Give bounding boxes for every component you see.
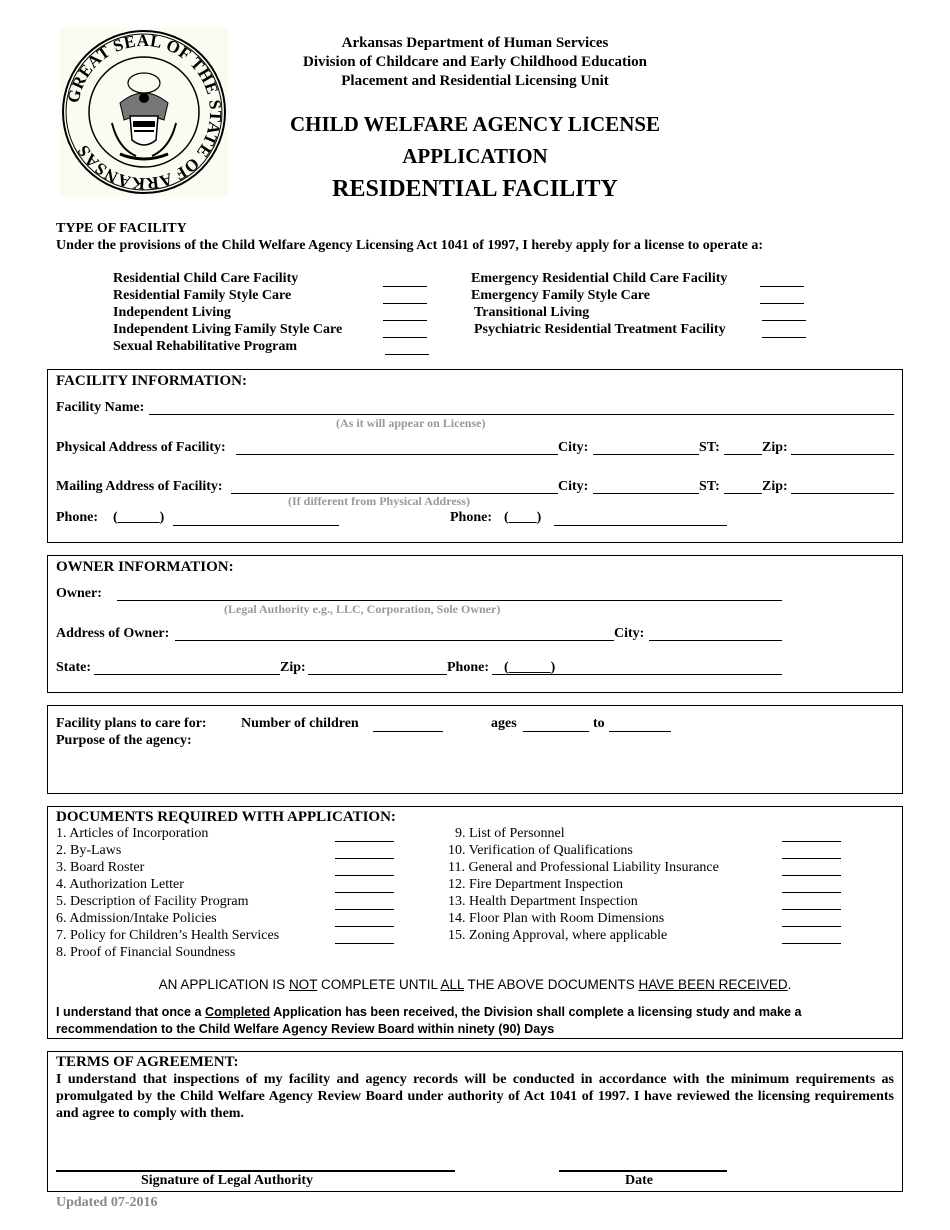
doc-6-blank[interactable]: [335, 926, 394, 927]
ages-from-field[interactable]: [523, 731, 589, 732]
type-left-2: Independent Living: [113, 305, 231, 320]
facility-information-section: [47, 369, 903, 543]
owner-label: Owner:: [56, 586, 102, 601]
facility-phone2-label: Phone:: [450, 510, 492, 525]
updated-date: Updated 07-2016: [56, 1195, 158, 1210]
type-right-1: Emergency Family Style Care: [471, 288, 650, 303]
type-right-2-blank[interactable]: [762, 320, 806, 321]
unit-name: Placement and Residential Licensing Unit: [341, 73, 609, 89]
svg-text:GREAT SEAL OF THE STATE OF ARK: GREAT SEAL OF THE STATE OF ARKANSAS: [63, 30, 226, 194]
mailing-zip-field[interactable]: [791, 493, 894, 494]
owner-field[interactable]: [117, 600, 782, 601]
purpose-label: Purpose of the agency:: [56, 733, 192, 748]
notice-part-a: AN APPLICATION IS: [158, 977, 289, 992]
type-right-3: Psychiatric Residential Treatment Facility: [474, 322, 726, 337]
ages-to-label: to: [593, 716, 605, 731]
doc-12-blank[interactable]: [782, 892, 841, 893]
owner-phone-label: Phone:: [447, 660, 489, 675]
understand-part-b: Application has been received, the Division shall complete a licensing study and make a recommendation to the Child Welfare Agency Review Board within ninety (90) Days: [56, 1005, 802, 1036]
notice-part-b: COMPLETE UNTIL: [317, 977, 441, 992]
facility-phone-field[interactable]: [173, 525, 339, 526]
owner-city-field[interactable]: [649, 640, 782, 641]
physical-zip-label: Zip:: [762, 440, 788, 455]
doc-13-blank[interactable]: [782, 909, 841, 910]
agency-name: Arkansas Department of Human Services: [341, 35, 609, 51]
doc-1-blank[interactable]: [335, 841, 394, 842]
ages-to-field[interactable]: [609, 731, 671, 732]
type-left-3: Independent Living Family Style Care: [113, 322, 343, 337]
number-children-field[interactable]: [373, 731, 443, 732]
type-left-1: Residential Family Style Care: [113, 288, 292, 303]
terms-heading: TERMS OF AGREEMENT:: [56, 1054, 239, 1070]
type-left-1-blank[interactable]: [383, 303, 427, 304]
title-line-1: CHILD WELFARE AGENCY LICENSE: [289, 112, 661, 136]
doc-4: 4. Authorization Letter: [56, 877, 184, 892]
mailing-city-field[interactable]: [593, 493, 699, 494]
signature-field[interactable]: [56, 1170, 455, 1172]
owner-phone-field[interactable]: [492, 674, 782, 675]
type-left-0: Residential Child Care Facility: [113, 271, 299, 286]
doc-5-blank[interactable]: [335, 909, 394, 910]
mailing-address-hint: (If different from Physical Address): [288, 494, 470, 508]
owner-info-heading: OWNER INFORMATION:: [56, 559, 234, 575]
physical-zip-field[interactable]: [791, 454, 894, 455]
owner-information-section: [47, 555, 903, 693]
doc-3: 3. Board Roster: [56, 860, 145, 875]
type-right-0-blank[interactable]: [760, 286, 804, 287]
doc-3-blank[interactable]: [335, 875, 394, 876]
care-for-label: Facility plans to care for:: [56, 716, 207, 731]
notice-part-c: THE ABOVE DOCUMENTS: [464, 977, 639, 992]
doc-15: 15. Zoning Approval, where applicable: [448, 928, 668, 943]
physical-st-field[interactable]: [724, 454, 762, 455]
doc-4-blank[interactable]: [335, 892, 394, 893]
doc-11-blank[interactable]: [782, 875, 841, 876]
doc-10-blank[interactable]: [782, 858, 841, 859]
doc-7: 7. Policy for Children’s Health Services: [56, 928, 280, 943]
owner-city-label: City:: [614, 626, 645, 641]
owner-state-field[interactable]: [94, 674, 280, 675]
type-right-0: Emergency Residential Child Care Facility: [471, 271, 728, 286]
understand-completed: Completed: [205, 1005, 271, 1019]
documents-required-section: [47, 806, 903, 1039]
doc-5: 5. Description of Facility Program: [56, 894, 249, 909]
facility-phone2-field[interactable]: [554, 525, 727, 526]
physical-city-label: City:: [558, 440, 589, 455]
owner-phone-area: (______): [504, 660, 556, 675]
notice-not: NOT: [288, 977, 318, 992]
physical-address-label: Physical Address of Facility:: [56, 440, 226, 455]
mailing-st-label: ST:: [699, 479, 720, 494]
facility-phone-area: (______): [113, 510, 165, 525]
incomplete-notice: [48, 977, 902, 992]
type-left-4: Sexual Rehabilitative Program: [113, 339, 298, 354]
doc-14-blank[interactable]: [782, 926, 841, 927]
owner-address-label: Address of Owner:: [56, 626, 170, 641]
doc-6: 6. Admission/Intake Policies: [56, 911, 217, 926]
licensing-study-statement: [56, 1004, 896, 1038]
facility-phone2-area: (____): [504, 510, 542, 525]
doc-2-blank[interactable]: [335, 858, 394, 859]
doc-9-blank[interactable]: [782, 841, 841, 842]
type-right-2: Transitional Living: [474, 305, 590, 320]
title-line-3: RESIDENTIAL FACILITY: [332, 176, 618, 202]
facility-info-heading: FACILITY INFORMATION:: [56, 373, 247, 389]
doc-13: 13. Health Department Inspection: [448, 894, 638, 909]
doc-12: 12. Fire Department Inspection: [448, 877, 623, 892]
facility-name-field[interactable]: [149, 414, 894, 415]
doc-11: 11. General and Professional Liability Insurance: [448, 860, 719, 875]
number-children-label: Number of children: [241, 716, 359, 731]
doc-1: 1. Articles of Incorporation: [56, 826, 209, 841]
doc-7-blank[interactable]: [335, 943, 394, 944]
notice-part-d: .: [787, 977, 792, 992]
mailing-zip-label: Zip:: [762, 479, 788, 494]
type-right-1-blank[interactable]: [760, 303, 804, 304]
type-left-2-blank[interactable]: [383, 320, 427, 321]
type-right-3-blank[interactable]: [762, 337, 806, 338]
notice-all: ALL: [440, 977, 465, 992]
title-line-2: APPLICATION: [402, 144, 548, 168]
terms-body: I understand that inspections of my facility and agency records will be conducted in accordance with the minimum requirements as promulgated by the Child Welfare Agency Review Board under authority of Act 1041 of 1997. I have reviewed the licensing requirements and agree to comply with them.: [56, 1072, 894, 1121]
type-of-facility-heading: TYPE OF FACILITY: [56, 221, 187, 236]
notice-received: HAVE BEEN RECEIVED: [638, 977, 788, 992]
owner-zip-label: Zip:: [280, 660, 306, 675]
doc-14: 14. Floor Plan with Room Dimensions: [448, 911, 665, 926]
type-left-4-blank[interactable]: [385, 354, 429, 355]
physical-address-field[interactable]: [236, 454, 558, 455]
state-seal-logo: [60, 28, 228, 196]
mailing-city-label: City:: [558, 479, 589, 494]
facility-name-hint: (As it will appear on License): [336, 416, 486, 430]
facility-plans-section: [47, 705, 903, 794]
terms-of-agreement-section: [47, 1051, 903, 1192]
doc-10: 10. Verification of Qualifications: [448, 843, 633, 858]
understand-part-a: I understand that once a: [56, 1005, 206, 1019]
date-label: Date: [625, 1173, 653, 1188]
facility-phone-label: Phone:: [56, 510, 98, 525]
type-left-3-blank[interactable]: [383, 337, 427, 338]
mailing-address-label: Mailing Address of Facility:: [56, 479, 223, 494]
doc-15-blank[interactable]: [782, 943, 841, 944]
facility-name-label: Facility Name:: [56, 400, 145, 415]
type-left-0-blank[interactable]: [383, 286, 427, 287]
type-statement: Under the provisions of the Child Welfare Agency Licensing Act 1041 of 1997, I hereby apply for a license to operate a:: [56, 238, 763, 253]
owner-hint: (Legal Authority e.g., LLC, Corporation, Sole Owner): [224, 602, 501, 616]
owner-state-label: State:: [56, 660, 91, 675]
doc-8: 8. Proof of Financial Soundness: [56, 945, 236, 960]
owner-address-field[interactable]: [175, 640, 614, 641]
division-name: Division of Childcare and Early Childhood Education: [303, 54, 647, 70]
date-field[interactable]: [559, 1170, 727, 1172]
doc-2: 2. By-Laws: [56, 843, 122, 858]
owner-zip-field[interactable]: [308, 674, 447, 675]
mailing-st-field[interactable]: [724, 493, 762, 494]
physical-city-field[interactable]: [593, 454, 699, 455]
doc-9: 9. List of Personnel: [455, 826, 565, 841]
documents-heading: DOCUMENTS REQUIRED WITH APPLICATION:: [56, 809, 396, 825]
physical-st-label: ST:: [699, 440, 720, 455]
ages-label: ages: [491, 716, 517, 731]
signature-label: Signature of Legal Authority: [141, 1173, 314, 1188]
